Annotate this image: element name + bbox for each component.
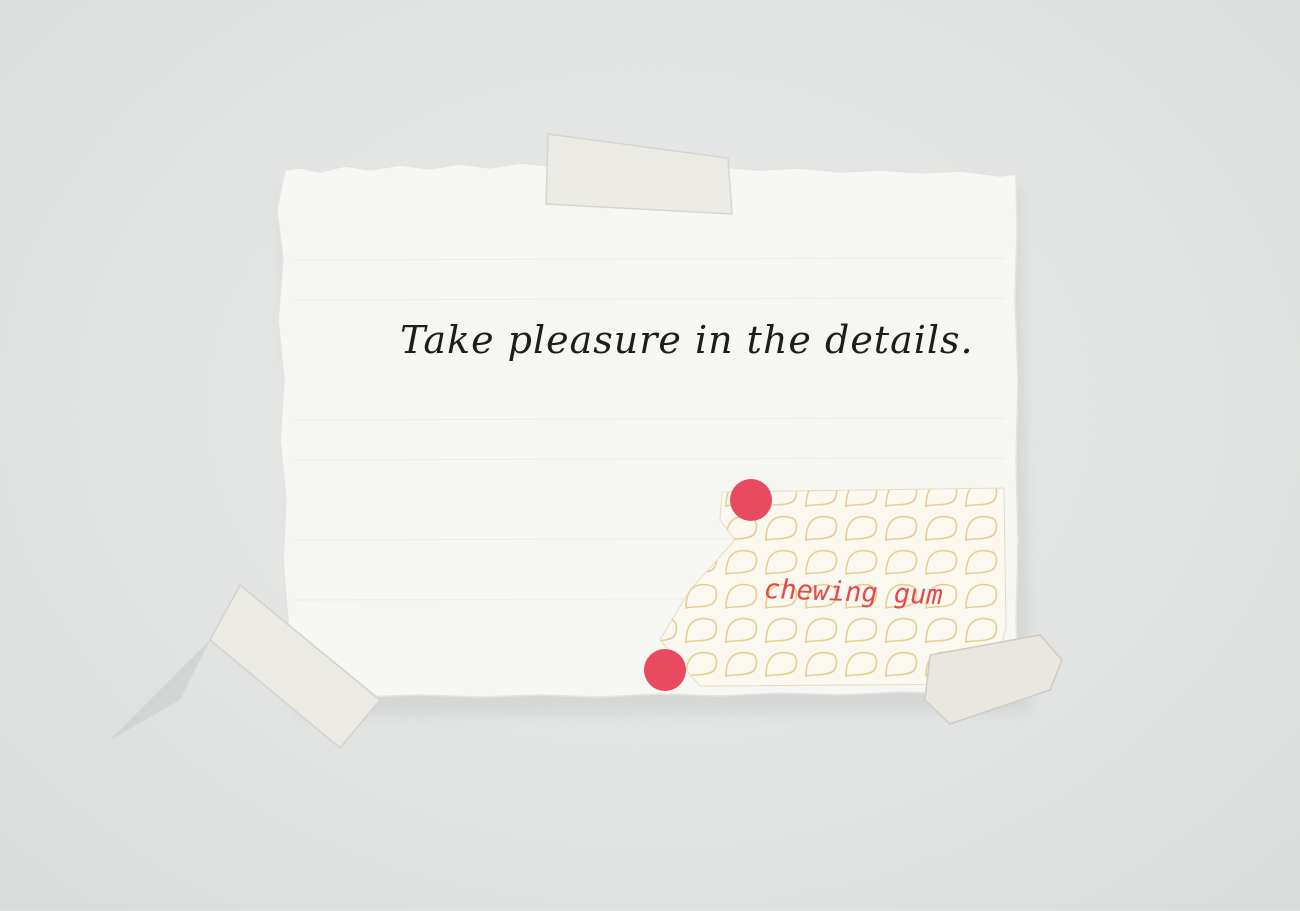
handwritten-note: Take pleasure in the details. (400, 318, 974, 362)
masking-tape-top (546, 134, 732, 214)
red-sticker-dot-bottom (644, 649, 686, 691)
gum-wrapper-label: chewing gum (763, 574, 944, 612)
red-sticker-dot-top (730, 479, 772, 521)
tape-shadow (110, 640, 210, 740)
